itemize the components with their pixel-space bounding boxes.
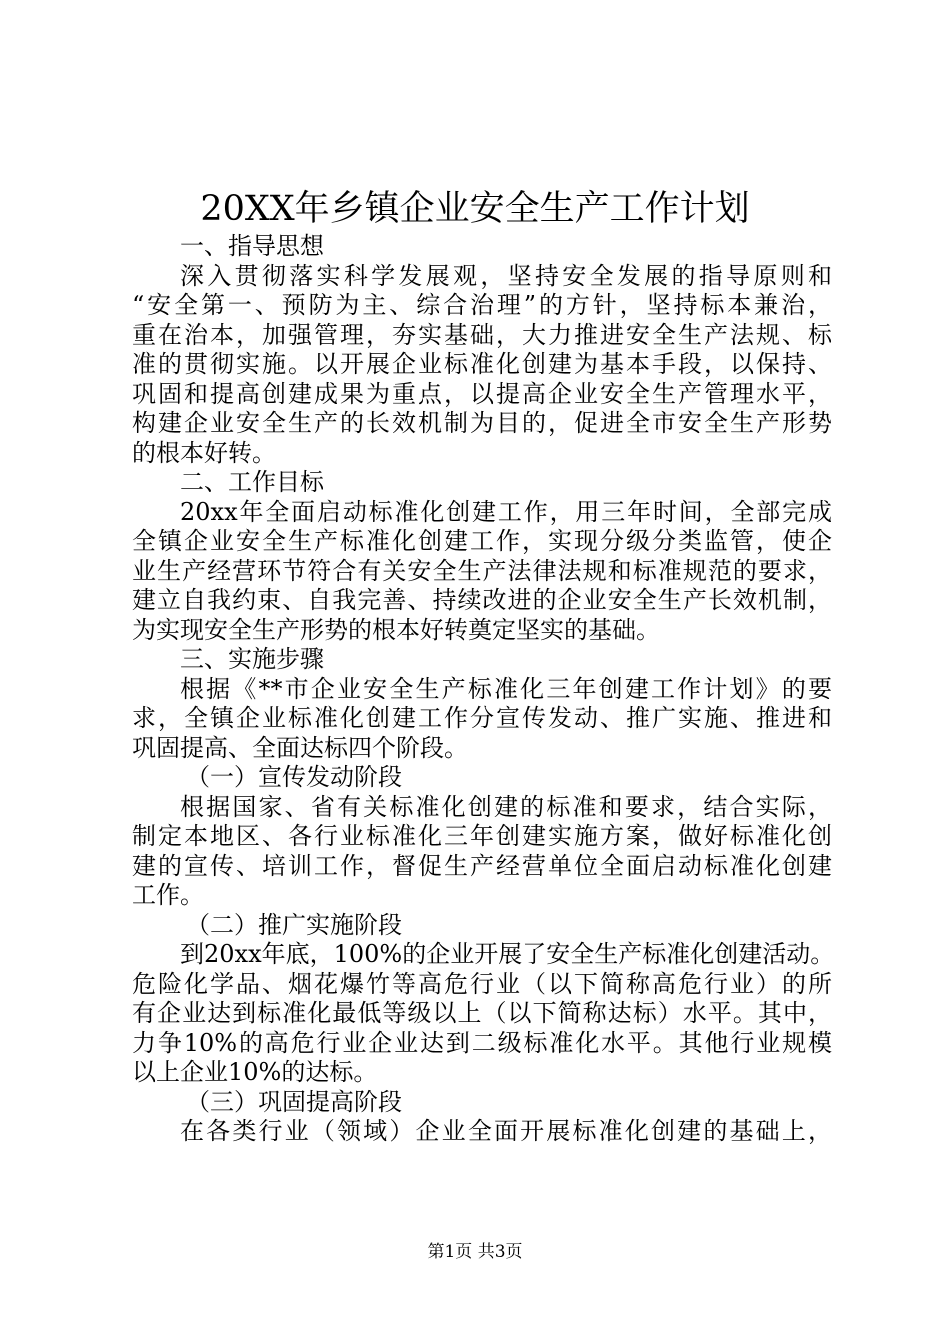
- paragraph-line: 工作。: [132, 881, 204, 909]
- paragraph-line: 重在治本，加强管理，夯实基础，大力推进安全生产法规、标: [132, 320, 832, 349]
- paragraph-line: “安全第一、预防为主、综合治理”的方针，坚持标本兼治，: [132, 291, 832, 319]
- paragraph-line: 为实现安全生产形势的根本好转奠定坚实的基础。: [132, 615, 660, 644]
- paragraph-line: 准的贯彻实施。以开展企业标准化创建为基本手段，以保持、: [132, 350, 832, 378]
- paragraph-line: 危险化学品、烟花爆竹等高危行业（以下简称高危行业）的所: [132, 969, 832, 998]
- paragraph-line: 力争10%的高危行业企业达到二级标准化水平。其他行业规模: [132, 1028, 832, 1057]
- paragraph-line: 构建企业安全生产的长效机制为目的，促进全市安全生产形势: [132, 409, 832, 437]
- paragraph-line: 以上企业10%的达标。: [132, 1058, 378, 1086]
- paragraph-line: 巩固提高、全面达标四个阶段。: [132, 733, 468, 762]
- section-heading-implementation-steps: 三、实施步骤: [180, 645, 324, 673]
- subsection-heading-publicity: （一）宣传发动阶段: [186, 763, 402, 791]
- paragraph-line: 巩固和提高创建成果为重点，以提高企业安全生产管理水平，: [132, 379, 832, 408]
- paragraph-line: 全镇企业安全生产标准化创建工作，实现分级分类监管，使企: [132, 527, 832, 555]
- paragraph-line: 求，全镇企业标准化创建工作分宣传发动、推广实施、推进和: [132, 704, 832, 732]
- paragraph-line: 根据《**市企业安全生产标准化三年创建工作计划》的要: [180, 674, 832, 703]
- document-body: [132, 232, 835, 1147]
- paragraph-line: 业生产经营环节符合有关安全生产法律法规和标准规范的要求，: [132, 556, 832, 585]
- paragraph-line: 到20xx年底，100%的企业开展了安全生产标准化创建活动。: [180, 940, 835, 968]
- paragraph-line: 建的宣传、培训工作，督促生产经营单位全面启动标准化创建: [132, 851, 832, 880]
- paragraph-line: 根据国家、省有关标准化创建的标准和要求，结合实际，: [180, 792, 832, 821]
- paragraph-line: 的根本好转。: [132, 438, 276, 467]
- page-footer: 第1页 共3页: [427, 1242, 523, 1262]
- section-heading-guiding-ideology: 一、指导思想: [180, 232, 324, 260]
- subsection-heading-consolidation: （三）巩固提高阶段: [186, 1087, 402, 1116]
- subsection-heading-promotion: （二）推广实施阶段: [186, 910, 402, 939]
- paragraph-line: 在各类行业（领域）企业全面开展标准化创建的基础上，: [180, 1117, 832, 1145]
- section-heading-work-goals: 二、工作目标: [180, 468, 324, 496]
- paragraph-line: 制定本地区、各行业标准化三年创建实施方案，做好标准化创: [132, 822, 832, 850]
- paragraph-line: 20xx年全面启动标准化创建工作，用三年时间，全部完成: [180, 497, 832, 526]
- paragraph-line: 有企业达到标准化最低等级以上（以下简称达标）水平。其中，: [132, 999, 832, 1027]
- document-title: 20XX年乡镇企业安全生产工作计划: [200, 189, 750, 229]
- paragraph-line: 建立自我约束、自我完善、持续改进的企业安全生产长效机制，: [132, 586, 832, 614]
- paragraph-line: 深入贯彻落实科学发展观，坚持安全发展的指导原则和: [180, 261, 832, 290]
